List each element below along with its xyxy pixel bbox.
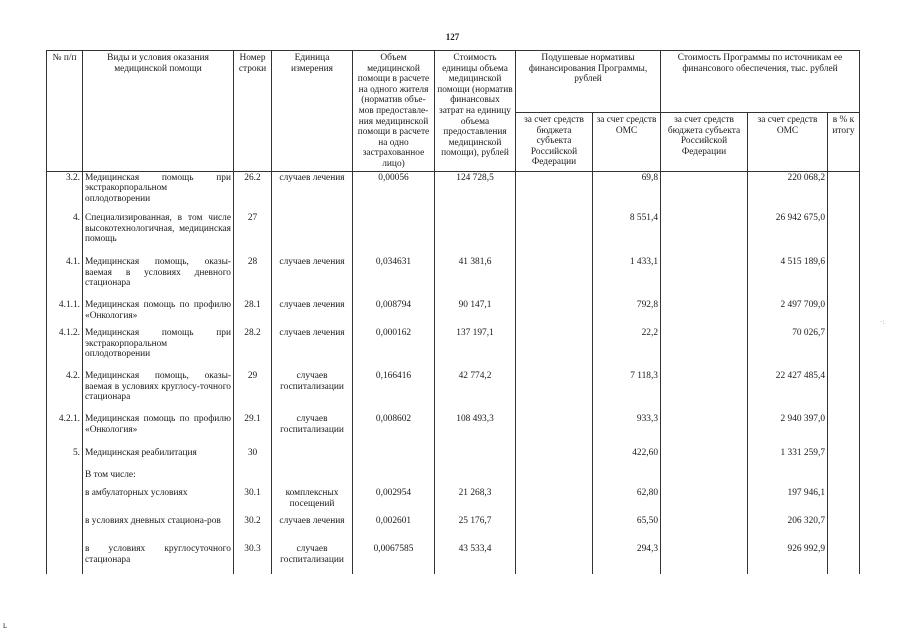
cell-name: Специализированная, в том числе высокотехнологичная, медицинская помощь <box>83 213 234 257</box>
cell-percapita-budget <box>516 371 593 414</box>
table-row <box>47 213 860 257</box>
cell-volume: 0,008794 <box>353 300 435 328</box>
cell-percapita-budget <box>516 544 593 574</box>
cell-percapita-budget <box>516 448 593 470</box>
cell-percapita-oms: 294,3 <box>593 544 661 574</box>
cell-program-oms: 926 992,9 <box>748 544 828 574</box>
table-row <box>47 414 860 448</box>
scan-edge-mark: ʟ <box>3 620 7 630</box>
cell-volume: 0,0067585 <box>353 544 435 574</box>
cell-percapita-budget <box>516 300 593 328</box>
cell-percapita-oms: 1 433,1 <box>593 257 661 300</box>
cell-row: 30.1 <box>234 488 272 516</box>
cell-row: 28.1 <box>234 300 272 328</box>
cell-program-percent <box>828 300 860 328</box>
cell-cost <box>435 470 516 488</box>
cell-percapita-budget <box>516 414 593 448</box>
cell-percapita-oms: 22,2 <box>593 328 661 371</box>
cell-program-percent <box>828 171 860 213</box>
cell-row: 30.3 <box>234 544 272 574</box>
cell-program-oms: 2 940 397,0 <box>748 414 828 448</box>
cell-unit: случаев госпитализации <box>272 544 353 574</box>
cell-num: 4.1.1. <box>47 300 83 328</box>
cell-program-budget <box>661 257 748 300</box>
cell-program-budget <box>661 544 748 574</box>
cell-percapita-oms: 792,8 <box>593 300 661 328</box>
table-row <box>47 544 860 574</box>
cell-name: Медицинская помощь при экстракорпоральном оплодотворении <box>83 328 234 371</box>
cell-cost <box>435 213 516 257</box>
cell-program-budget <box>661 300 748 328</box>
table-row <box>47 171 860 213</box>
header-row: Номер строки <box>234 51 272 172</box>
table-row <box>47 328 860 371</box>
cell-percapita-oms: 933,3 <box>593 414 661 448</box>
cell-name: В том числе: <box>83 470 234 488</box>
cell-row: 26.2 <box>234 171 272 213</box>
cell-program-percent <box>828 448 860 470</box>
cell-program-budget <box>661 516 748 544</box>
header-type: Виды и условия оказания медицинской помощи <box>83 51 234 172</box>
cell-volume: 0,008602 <box>353 414 435 448</box>
cell-program-oms: 206 320,7 <box>748 516 828 544</box>
subheader-program-percent: в % к итогу <box>828 113 860 172</box>
cell-program-oms: 2 497 709,0 <box>748 300 828 328</box>
cell-percapita-oms: 65,50 <box>593 516 661 544</box>
cell-program-percent <box>828 544 860 574</box>
cell-num: 4.2.1. <box>47 414 83 448</box>
scan-speck: ·: <box>880 318 885 326</box>
cell-name: в условиях дневных стациона-ров <box>83 516 234 544</box>
cell-program-budget <box>661 328 748 371</box>
cell-unit: комплексных посещений <box>272 488 353 516</box>
cell-unit: случаев лечения <box>272 257 353 300</box>
cell-unit: случаев госпитализации <box>272 414 353 448</box>
cell-cost: 90 147,1 <box>435 300 516 328</box>
table-body <box>47 171 860 574</box>
table-row <box>47 257 860 300</box>
cell-cost: 124 728,5 <box>435 171 516 213</box>
table-row <box>47 371 860 414</box>
cell-cost: 25 176,7 <box>435 516 516 544</box>
cell-program-budget <box>661 371 748 414</box>
cell-name: Медицинская помощь по профилю «Онкология» <box>83 414 234 448</box>
cell-program-percent <box>828 470 860 488</box>
cell-percapita-oms: 8 551,4 <box>593 213 661 257</box>
cell-percapita-budget <box>516 171 593 213</box>
cell-program-oms: 4 515 189,6 <box>748 257 828 300</box>
cell-num <box>47 516 83 544</box>
cell-row: 29.1 <box>234 414 272 448</box>
cell-unit <box>272 213 353 257</box>
cell-num: 5. <box>47 448 83 470</box>
cell-program-oms: 22 427 485,4 <box>748 371 828 414</box>
cell-program-percent <box>828 488 860 516</box>
cell-volume: 0,000162 <box>353 328 435 371</box>
cell-row <box>234 470 272 488</box>
cell-program-oms <box>748 470 828 488</box>
cell-program-oms: 70 026,7 <box>748 328 828 371</box>
cell-row: 29 <box>234 371 272 414</box>
subheader-percapita-budget: за счет средств бюджета субъекта Российской Федерации <box>516 113 593 172</box>
page-number: 127 <box>445 32 460 42</box>
header-num: № п/п <box>47 51 83 172</box>
cell-percapita-budget <box>516 516 593 544</box>
cell-row: 30 <box>234 448 272 470</box>
subheader-program-budget: за счет средств бюджета субъекта Российской Федерации <box>661 113 748 172</box>
cell-num: 4. <box>47 213 83 257</box>
cell-program-percent <box>828 328 860 371</box>
cell-program-oms: 1 331 259,7 <box>748 448 828 470</box>
cell-program-percent <box>828 516 860 544</box>
cell-volume <box>353 448 435 470</box>
cell-percapita-budget <box>516 213 593 257</box>
cell-cost: 43 533,4 <box>435 544 516 574</box>
cell-unit <box>272 470 353 488</box>
cell-unit: случаев лечения <box>272 300 353 328</box>
cell-program-oms: 197 946,1 <box>748 488 828 516</box>
cell-name: Медицинская помощь при экстракорпоральном оплодотворении <box>83 171 234 213</box>
financing-table <box>46 50 860 574</box>
cell-unit: случаев госпитализации <box>272 371 353 414</box>
cell-volume: 0,002954 <box>353 488 435 516</box>
cell-program-percent <box>828 213 860 257</box>
cell-program-budget <box>661 470 748 488</box>
cell-num <box>47 470 83 488</box>
cell-program-percent <box>828 371 860 414</box>
cell-percapita-oms: 62,80 <box>593 488 661 516</box>
cell-cost: 108 493,3 <box>435 414 516 448</box>
cell-name: Медицинская помощь по профилю «Онкология» <box>83 300 234 328</box>
cell-volume <box>353 213 435 257</box>
cell-percapita-budget <box>516 470 593 488</box>
cell-cost: 137 197,1 <box>435 328 516 371</box>
cell-name: Медицинская реабилитация <box>83 448 234 470</box>
cell-name: Медицинская помощь, оказы-ваемая в условиях круглосу-точного стационара <box>83 371 234 414</box>
cell-percapita-budget <box>516 257 593 300</box>
cell-program-budget <box>661 448 748 470</box>
cell-unit: случаев лечения <box>272 171 353 213</box>
cell-program-budget <box>661 171 748 213</box>
cell-name: в амбулаторных условиях <box>83 488 234 516</box>
header-program: Стоимость Программы по источникам ее финансового обеспечения, тыс. рублей <box>661 51 860 113</box>
cell-percapita-budget <box>516 488 593 516</box>
cell-cost <box>435 448 516 470</box>
cell-volume: 0,034631 <box>353 257 435 300</box>
header-percapita: Подушевые нормативы финансирования Программы, рублей <box>516 51 661 113</box>
cell-num: 4.2. <box>47 371 83 414</box>
cell-program-percent <box>828 257 860 300</box>
cell-name: в условиях круглосуточного стационара <box>83 544 234 574</box>
cell-cost: 21 268,3 <box>435 488 516 516</box>
header-unit: Единица измерения <box>272 51 353 172</box>
subheader-program-oms: за счет средств ОМС <box>748 113 828 172</box>
cell-num: 3.2. <box>47 171 83 213</box>
cell-volume: 0,002601 <box>353 516 435 544</box>
cell-percapita-oms: 7 118,3 <box>593 371 661 414</box>
cell-num: 4.1.2. <box>47 328 83 371</box>
cell-unit <box>272 448 353 470</box>
cell-cost: 42 774,2 <box>435 371 516 414</box>
cell-name: Медицинская помощь, оказы-ваемая в условиях дневного стационара <box>83 257 234 300</box>
cell-program-budget <box>661 414 748 448</box>
cell-program-budget <box>661 488 748 516</box>
cell-program-oms: 26 942 675,0 <box>748 213 828 257</box>
cell-cost: 41 381,6 <box>435 257 516 300</box>
cell-percapita-oms: 69,8 <box>593 171 661 213</box>
cell-program-budget <box>661 213 748 257</box>
cell-num <box>47 488 83 516</box>
table-header <box>47 51 860 172</box>
subheader-percapita-oms: за счет средств ОМС <box>593 113 661 172</box>
table-row <box>47 516 860 544</box>
table-row <box>47 300 860 328</box>
header-cost: Стоимость единицы объема медицинской помощи (норматив финансовых затрат на единицу объема предоставления медицинской помощи), рублей <box>435 51 516 172</box>
table-row <box>47 448 860 470</box>
cell-unit: случаев лечения <box>272 328 353 371</box>
table-row <box>47 488 860 516</box>
cell-unit: случаев лечения <box>272 516 353 544</box>
cell-volume: 0,00056 <box>353 171 435 213</box>
cell-row: 28 <box>234 257 272 300</box>
cell-percapita-budget <box>516 328 593 371</box>
cell-program-percent <box>828 414 860 448</box>
cell-row: 30.2 <box>234 516 272 544</box>
cell-volume <box>353 470 435 488</box>
cell-percapita-oms: 422,60 <box>593 448 661 470</box>
cell-percapita-oms <box>593 470 661 488</box>
table-row <box>47 470 860 488</box>
header-volume: Объем медицинской помощи в расчете на одного жителя (норматив объе-мов предоставле-ния медицинской помощи в расчете на одно застрахованное лицо) <box>353 51 435 172</box>
cell-num <box>47 544 83 574</box>
cell-row: 28.2 <box>234 328 272 371</box>
cell-volume: 0,166416 <box>353 371 435 414</box>
cell-program-oms: 220 068,2 <box>748 171 828 213</box>
cell-row: 27 <box>234 213 272 257</box>
cell-num: 4.1. <box>47 257 83 300</box>
